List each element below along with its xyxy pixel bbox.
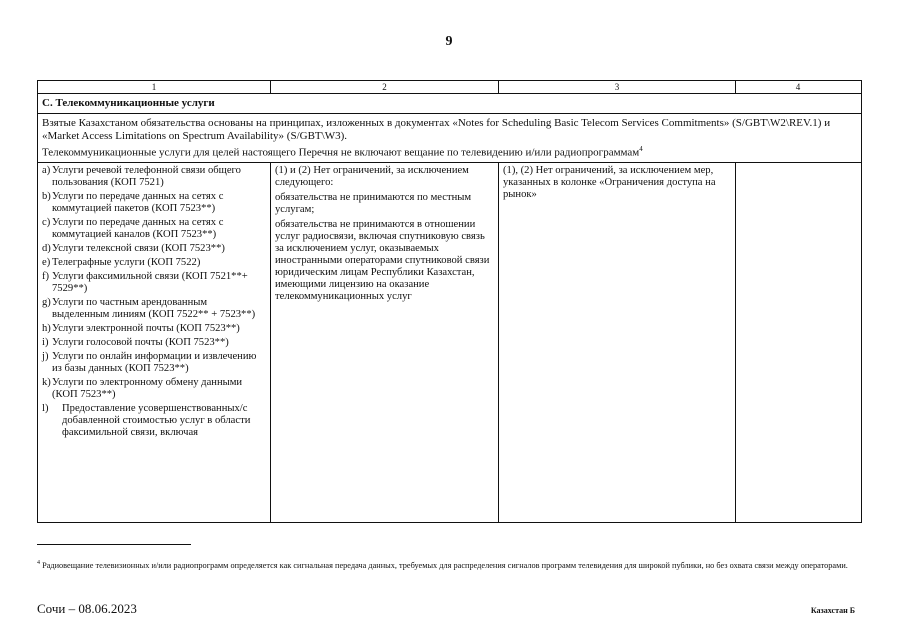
service-item xyxy=(42,217,266,241)
national-treatment-text: (1), (2) Нет ограничений, за исключением мер, указанных в колонке «Ограничения доступа на рынок» xyxy=(503,164,716,200)
service-text: Услуги факсимильной связи (КОП 7521**+ 7529**) xyxy=(52,270,248,294)
service-text: Услуги по частным арендованным выделенным линиям (КОП 7522** + 7523**) xyxy=(52,296,256,320)
footnote xyxy=(37,557,867,572)
footer-document-id: Казахстан Б xyxy=(810,606,855,615)
service-text: Телеграфные услуги (КОП 7522) xyxy=(52,256,201,268)
service-item xyxy=(42,297,266,321)
intro-note-text: Телекоммуникационные услуги для целей настоящего Перечня не включают вещание по телевидению и/или радиопрограммам xyxy=(42,146,640,159)
service-marker: l) xyxy=(42,402,49,414)
service-item xyxy=(42,191,266,215)
service-item xyxy=(42,243,266,255)
service-item xyxy=(42,165,266,189)
commitments-table xyxy=(37,80,862,523)
service-text: Услуги по передаче данных на сетях с коммутацией каналов (КОП 7523**) xyxy=(52,216,224,240)
column-header-3: 3 xyxy=(499,81,736,93)
footnote-text: Радиовещание телевизионных и/или радиопрограмм определяется как сигнальная передача данных, требуемых для распределения сигналов программ телевидения для широкой публики, но без охвата связи между операторами. xyxy=(42,560,848,570)
service-text: Услуги по онлайн информации и извлечению из базы данных (КОП 7523**) xyxy=(52,350,257,374)
service-item xyxy=(42,351,266,375)
service-text: Услуги речевой телефонной связи общего пользования (КОП 7521) xyxy=(52,164,241,188)
page-number: 9 xyxy=(445,34,453,49)
service-item xyxy=(42,257,266,269)
intro-note xyxy=(42,143,857,160)
section-intro xyxy=(38,114,861,163)
service-item xyxy=(42,337,266,349)
column-header-4: 4 xyxy=(795,82,801,92)
service-item xyxy=(42,323,266,335)
service-item xyxy=(42,271,266,295)
service-text: Услуги телексной связи (КОП 7523**) xyxy=(52,242,225,254)
sector-cell xyxy=(38,163,271,522)
commitments-row xyxy=(38,163,861,522)
service-marker: d) xyxy=(42,242,51,254)
service-marker: g) xyxy=(42,296,51,308)
service-marker: h) xyxy=(42,322,51,334)
intro-paragraph: Взятые Казахстаном обязательства основаны на принципах, изложенных в документах «Notes for Scheduling Basic Telecom Services Commitments» (S/GBT\W2\REV.1) и «Market Access Limitations on Spectrum Availability» (S/GBT\W3). xyxy=(42,117,831,142)
market-access-cell xyxy=(271,163,499,522)
service-marker: a) xyxy=(42,164,51,176)
market-access-text: обязательства не принимаются по местным услугам; xyxy=(275,191,472,215)
column-header-2: 2 xyxy=(271,81,499,93)
service-marker: k) xyxy=(42,376,51,388)
footnote-number: 4 xyxy=(37,560,40,566)
service-item xyxy=(42,403,266,439)
service-marker: c) xyxy=(42,216,51,228)
footnote-separator xyxy=(37,544,191,545)
service-marker: i) xyxy=(42,336,49,348)
column-number-row xyxy=(38,81,861,94)
national-treatment-cell xyxy=(499,163,736,522)
service-text: Услуги по передаче данных на сетях с коммутацией пакетов (КОП 7523**) xyxy=(52,190,224,214)
footnote-ref: 4 xyxy=(639,145,643,153)
market-access-text: обязательства не принимаются в отношении услуг радиосвязи, включая спутниковую связь за исключением услуг, оказываемых иностранными операторами спутниковой связи юридическим лицам Республики Казахстан, имеющими лицензию на оказание телекоммуникационных услуг xyxy=(275,218,490,302)
service-text: Услуги по электронному обмену данными (КОП 7523**) xyxy=(52,376,243,400)
service-item xyxy=(42,377,266,401)
service-marker: b) xyxy=(42,190,51,202)
service-text: Услуги голосовой почты (КОП 7523**) xyxy=(52,336,229,348)
additional-commitments-cell xyxy=(736,163,860,522)
service-marker: e) xyxy=(42,256,51,268)
service-text: Предоставление усовершенствованных/с добавленной стоимостью услуг в области факсимильной связи, включая xyxy=(62,402,251,438)
service-text: Услуги электронной почты (КОП 7523**) xyxy=(52,322,240,334)
column-header-1: 1 xyxy=(38,81,271,93)
section-title: С. Телекоммуникационные услуги xyxy=(38,94,861,114)
service-marker: f) xyxy=(42,270,50,282)
service-marker: j) xyxy=(42,350,49,362)
footer-date: Сочи – 08.06.2023 xyxy=(37,601,137,616)
market-access-text: (1) и (2) Нет ограничений, за исключением следующего: xyxy=(275,164,469,188)
